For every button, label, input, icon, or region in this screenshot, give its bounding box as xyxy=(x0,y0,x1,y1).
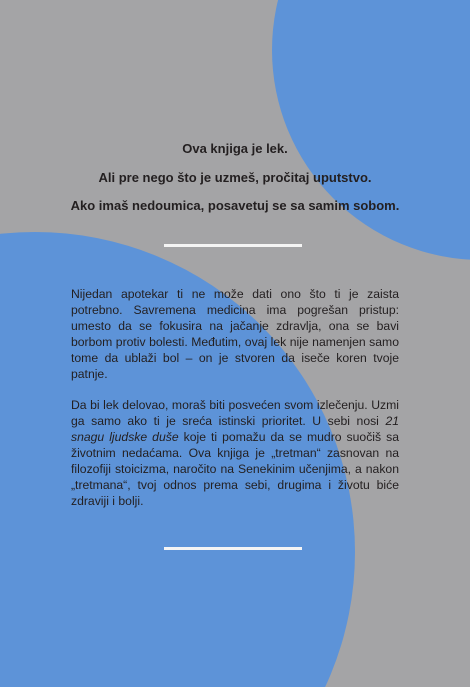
blurb-paragraph-1: Nijedan apotekar ti ne može dati ono što ti je zaista potrebno. Savremena medicina ima pogrešan pristup: umesto da se fokusira na jačanje zdravlja, ona se bavi borbom protiv bolesti. Međutim, ovaj lek nije namenjen samo tome da ublaži bol – on je stvoren da iseče koren tvoje patnje. xyxy=(71,287,399,381)
tagline-1: Ova knjiga je lek. xyxy=(182,141,288,156)
tagline-3: Ako imaš nedoumica, posavetuj se sa samim sobom. xyxy=(70,198,400,213)
tagline-2: Ali pre nego što je uzmeš, pročitaj uputstvo. xyxy=(98,170,372,185)
paragraph-2-text-end: koje ti pomažu da se mudro suočiš sa životnim nedaćama. Ova knjiga je „tretman“ zasnovan na filozofiji stoicizma, naročito na Senekinim učenjima, a nakon „tretmana“, tvoj odnos prema sebi, drugima i životu biće zdraviji i bolji. xyxy=(71,430,400,508)
paragraph-2-text-start: Da bi lek delovao, moraš biti posvećen svom izlečenju. Uzmi ga samo ako ti je sreća istinski prioritet. U sebi nosi xyxy=(71,398,399,428)
paragraph-2-emphasis: 21 snagu ljudske duše xyxy=(71,414,399,444)
blurb-paragraph-2 xyxy=(71,397,399,509)
decorative-circle-top-right xyxy=(272,0,470,260)
divider-bottom xyxy=(164,547,302,550)
divider-top xyxy=(164,244,302,247)
